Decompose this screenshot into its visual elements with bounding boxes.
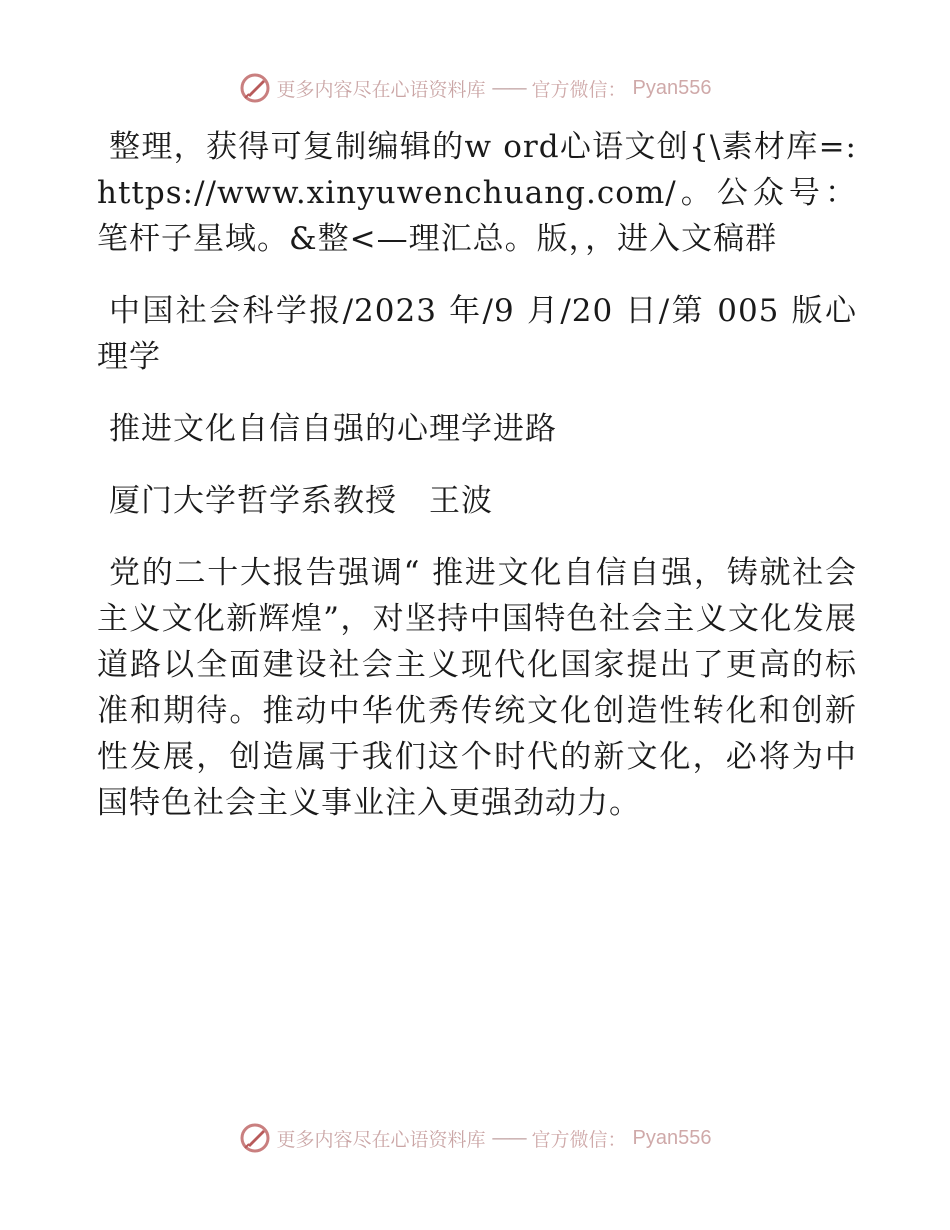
body-paragraph: 党的二十大报告强调“ 推进文化自信自强，铸就社会主义文化新辉煌”，对坚持中国特色社会主义文化发展道路以全面建设社会主义现代化国家提出了更高的标准和期待。推动中华优秀传统文化创造性转化和创新性发展，创造属于我们这个时代的新文化，必将为中国特色社会主义事业注入更强劲动力。 <box>97 555 857 821</box>
quill-circle-icon <box>239 72 271 104</box>
watermark-header <box>0 72 950 104</box>
watermark-wechat-label: 官方微信： <box>531 1128 627 1151</box>
quill-circle-icon <box>239 1122 271 1154</box>
intro-paragraph: 整理，获得可复制编辑的w ord心语文创{\素材库=: https://www.xinyuwenchuang.com/。公众号：笔杆子星域。&整<—理汇总。版，，进入文稿群 <box>97 129 857 257</box>
watermark-wechat-id: Pyan556 <box>632 1126 712 1149</box>
watermark-footer <box>0 1122 950 1154</box>
article-title: 推进文化自信自强的心理学进路 <box>109 411 557 447</box>
watermark-dash: —— <box>491 77 526 99</box>
watermark-wechat-id: Pyan556 <box>632 76 712 99</box>
watermark-text: 更多内容尽在心语资料库 <box>276 1128 486 1151</box>
article-author: 厦门大学哲学系教授 王波 <box>109 483 493 519</box>
watermark-text: 更多内容尽在心语资料库 <box>276 78 486 101</box>
document-body <box>97 124 857 852</box>
watermark-dash: —— <box>491 1127 526 1149</box>
watermark-wechat-label: 官方微信： <box>531 78 627 101</box>
source-line: 中国社会科学报/2023 年/9 月/20 日/第 005 版心理学 <box>97 293 857 375</box>
